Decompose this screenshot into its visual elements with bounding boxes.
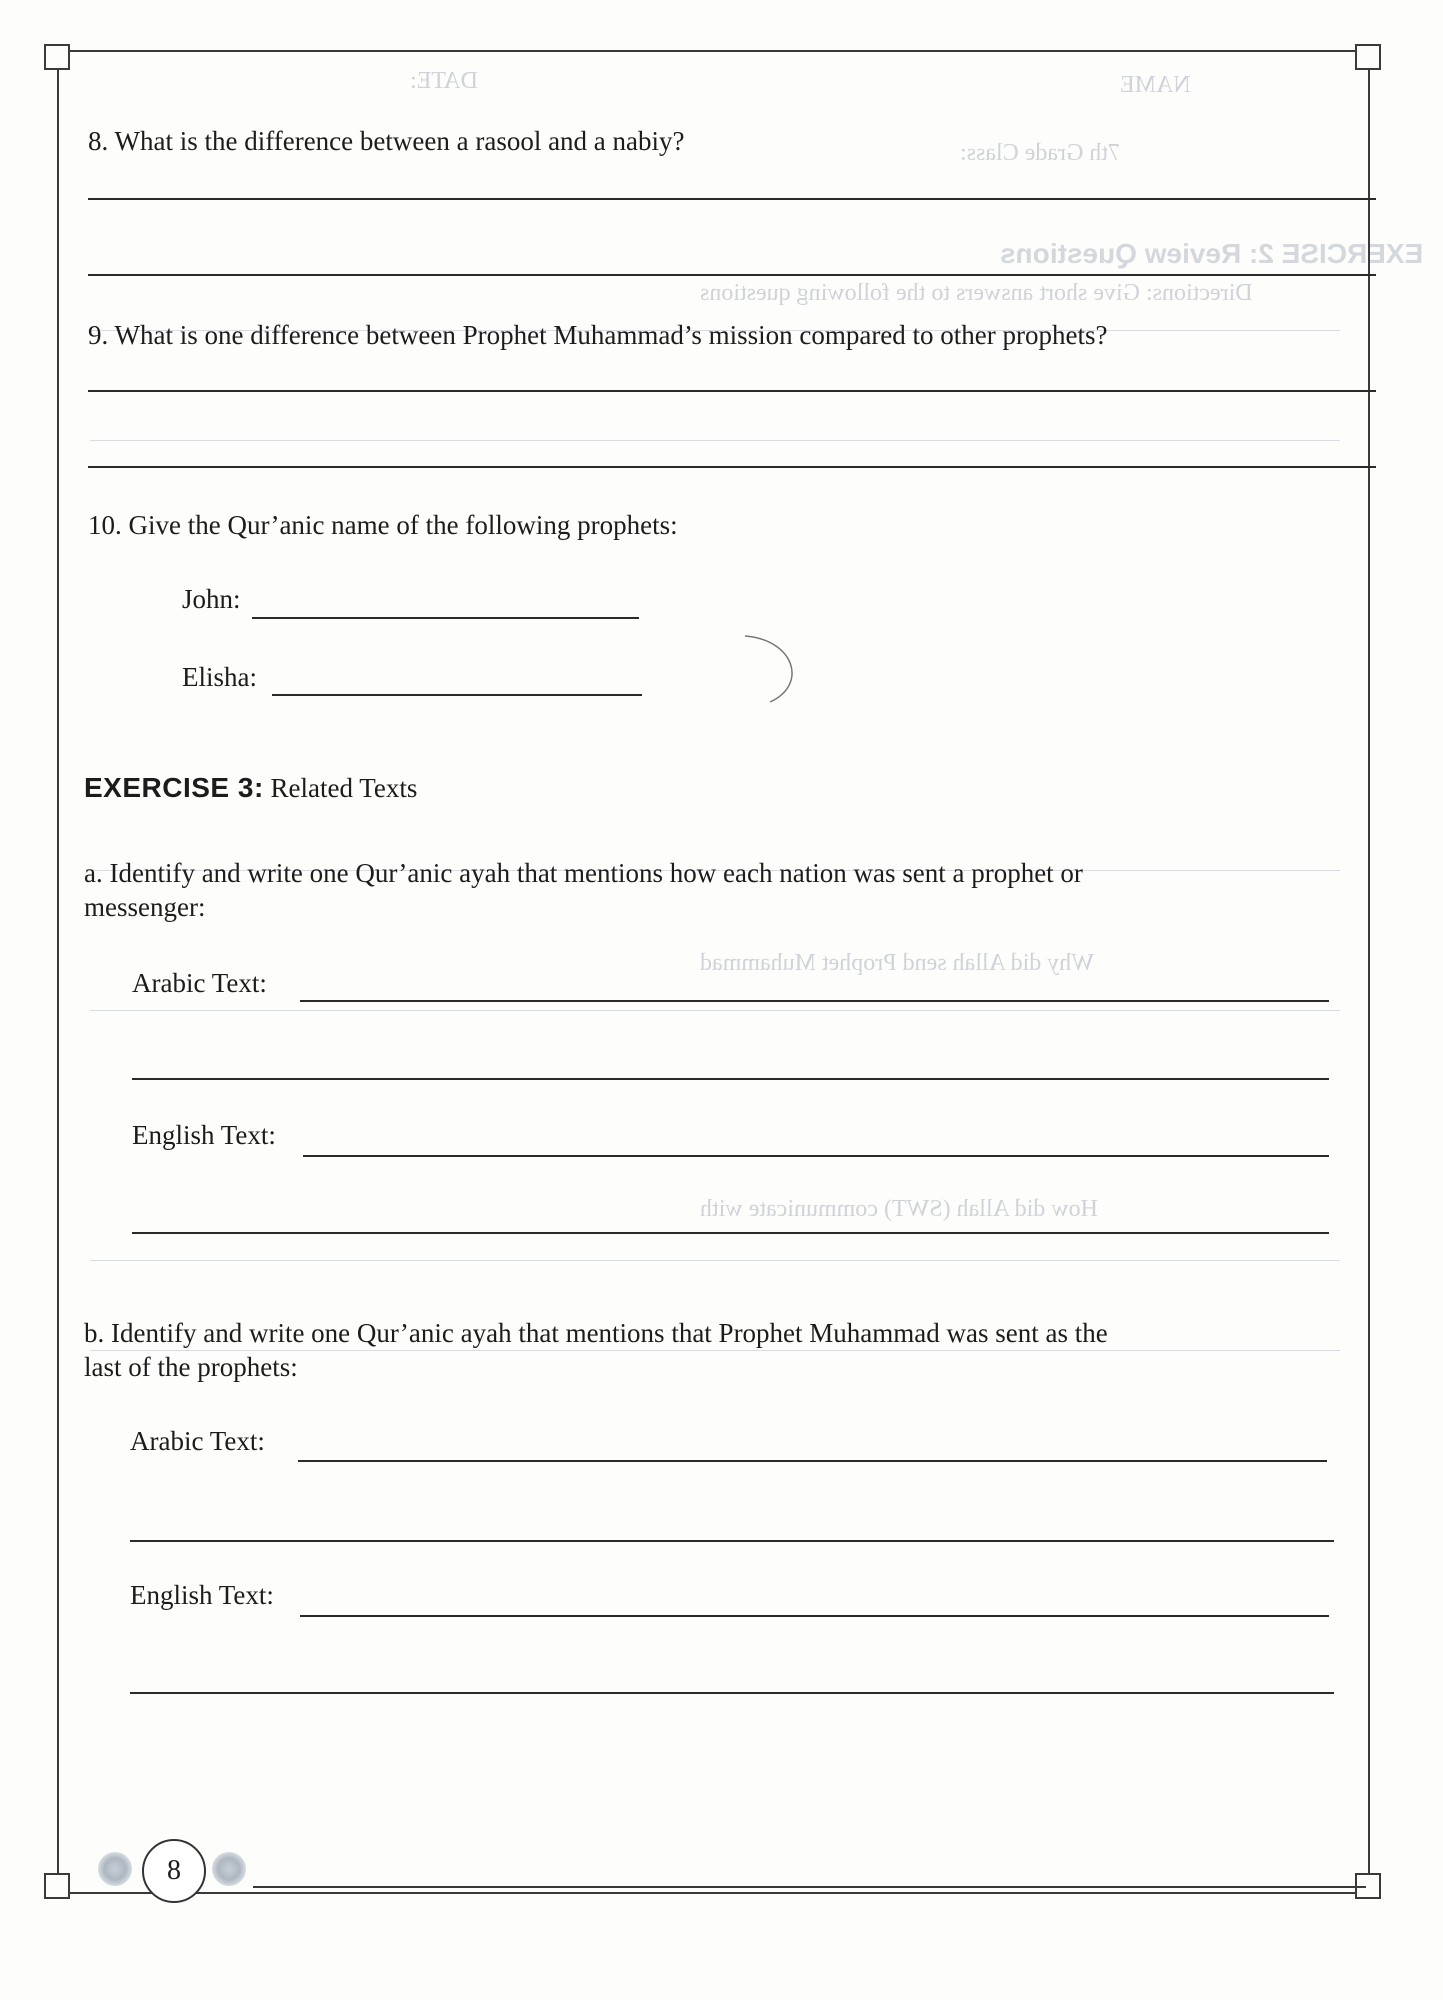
bleed-through-text: Directions: Give short answers to the following questions (700, 280, 1253, 306)
bleed-through-text: Why did Allah send Prophet Muhammad (700, 950, 1094, 976)
question-number: 8. (88, 126, 109, 156)
bleed-through-text: EXERCISE 2: Review Questions (1000, 238, 1424, 269)
part-b-prompt-line-1: b. Identify and write one Qur’anic ayah that mentions that Prophet Muhammad was sent as the (84, 1318, 1108, 1348)
answer-line-john[interactable] (252, 617, 639, 619)
part-b-english-answer-line[interactable] (300, 1615, 1329, 1617)
answer-line[interactable] (88, 466, 1376, 468)
answer-line[interactable] (88, 274, 1376, 276)
pencil-mark (740, 630, 810, 710)
part-b-english-label: English Text: (130, 1580, 274, 1610)
question-9 (88, 318, 1108, 352)
part-a-prompt (84, 856, 1083, 924)
border-corner-ornament (44, 1873, 70, 1899)
border-corner-ornament (44, 44, 70, 70)
question-number: 10. (88, 510, 122, 540)
part-b-prompt-line-2: last of the prophets: (84, 1352, 298, 1382)
part-b-arabic-label: Arabic Text: (130, 1426, 265, 1456)
part-b-prompt (84, 1316, 1108, 1384)
footer-ornament-icon (212, 1852, 246, 1886)
answer-line[interactable] (88, 198, 1376, 200)
exercise-3-label: EXERCISE 3: (84, 772, 264, 803)
footer-rule (253, 1886, 1366, 1888)
bleed-through-text: NAME (1120, 72, 1191, 98)
question-8 (88, 124, 685, 158)
part-a-english-answer-line[interactable] (132, 1232, 1329, 1234)
answer-line[interactable] (88, 390, 1376, 392)
prophet-label-john: John: (182, 584, 241, 614)
part-a-arabic-answer-line[interactable] (300, 1000, 1329, 1002)
question-text: What is one difference between Prophet Muhammad’s mission compared to other prophets? (114, 320, 1108, 350)
part-a-english-answer-line[interactable] (303, 1155, 1329, 1157)
bleed-through-text: How did Allah (SWT) communicate with (700, 1196, 1098, 1222)
question-text: What is the difference between a rasool and a nabiy? (114, 126, 685, 156)
question-number: 9. (88, 320, 109, 350)
bleed-through-text: DATE: (410, 68, 478, 94)
part-b-english-answer-line[interactable] (130, 1692, 1334, 1694)
exercise-3-heading (84, 772, 417, 804)
question-10 (88, 508, 678, 542)
page-number: 8 (142, 1839, 206, 1903)
prophet-label-elisha: Elisha: (182, 662, 257, 692)
part-a-english-label: English Text: (132, 1120, 276, 1150)
question-text: Give the Qur’anic name of the following prophets: (128, 510, 678, 540)
part-a-prompt-line-2: messenger: (84, 892, 206, 922)
part-b-arabic-answer-line[interactable] (130, 1540, 1334, 1542)
bleed-through-text: 7th Grade Class: (960, 140, 1120, 166)
answer-line-elisha[interactable] (272, 694, 642, 696)
part-a-prompt-line-1: a. Identify and write one Qur’anic ayah that mentions how each nation was sent a prophet or (84, 858, 1083, 888)
border-corner-ornament (1355, 44, 1381, 70)
part-a-arabic-answer-line[interactable] (132, 1078, 1329, 1080)
part-a-arabic-label: Arabic Text: (132, 968, 267, 998)
exercise-3-title: Related Texts (263, 773, 418, 803)
part-b-arabic-answer-line[interactable] (298, 1460, 1327, 1462)
footer-ornament-icon (98, 1852, 132, 1886)
